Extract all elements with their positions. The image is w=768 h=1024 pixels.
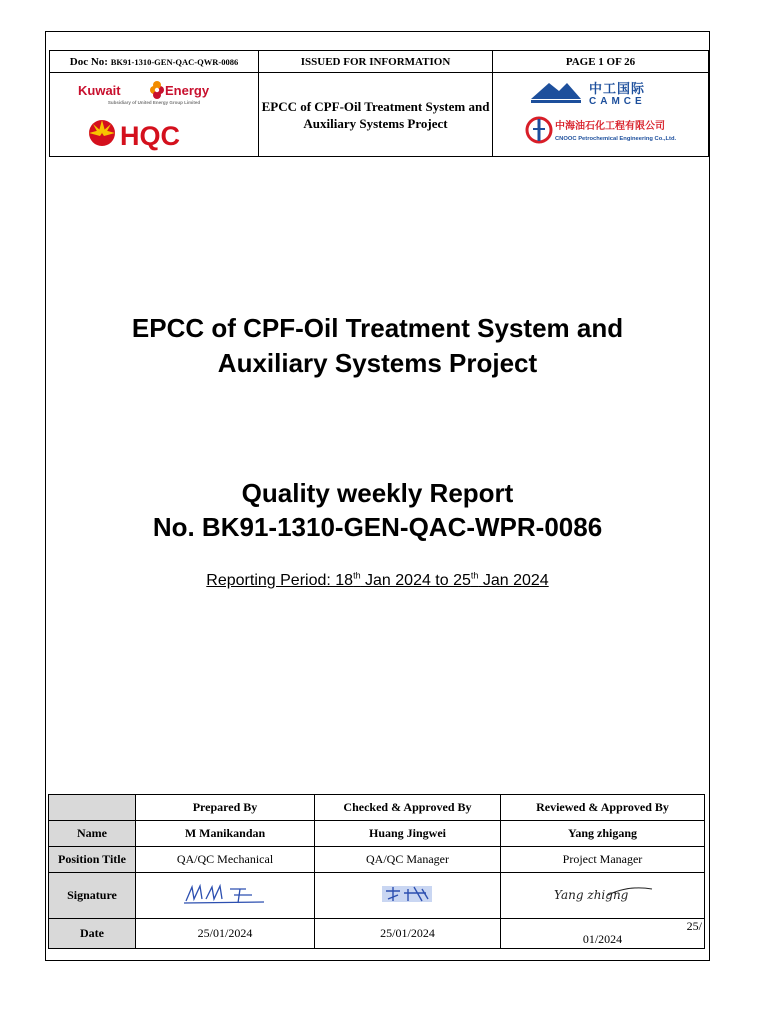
report-title-line-1: Quality weekly Report: [241, 478, 514, 508]
signature-row-label: Signature: [49, 873, 136, 919]
prepared-by-header: Prepared By: [136, 795, 315, 821]
issue-status: ISSUED FOR INFORMATION: [259, 51, 493, 73]
signature-2-image: [378, 881, 438, 907]
checked-by-date: 25/01/2024: [315, 919, 501, 949]
project-title-line-2: Auxiliary Systems Project: [217, 348, 538, 378]
project-title-line-1: EPCC of CPF-Oil Treatment System and: [131, 313, 624, 343]
kuwait-energy-logo-text-1: Kuwait: [78, 83, 121, 98]
doc-number-cell: [50, 51, 259, 73]
approval-corner-cell: [49, 795, 136, 821]
reviewed-by-date-part-1: 25/: [686, 919, 702, 933]
cnooc-chinese-name: 中海油石化工程有限公司: [555, 121, 665, 132]
prepared-by-name: M Manikandan: [136, 821, 315, 847]
signature-3-text: Yang zhigng: [553, 887, 628, 902]
report-number: No. BK91-1310-GEN-QAC-WPR-0086: [152, 512, 603, 542]
camce-chinese-name: 中工国际: [589, 82, 646, 97]
header-table: [49, 50, 709, 157]
doc-number-value: BK91-1310-GEN-QAC-QWR-0086: [110, 56, 239, 67]
reporting-period: [45, 571, 710, 590]
kuwait-energy-logo-text-2: Energy: [165, 83, 210, 98]
checked-by-name: Huang Jingwei: [315, 821, 501, 847]
camce-logo-text: CAMCE: [589, 96, 646, 107]
project-title: [45, 311, 710, 381]
hqc-logo-text: HQC: [120, 121, 180, 151]
header-project-title: EPCC of CPF-Oil Treatment System and Auxiliary Systems Project: [259, 73, 493, 157]
client-logos-cell: [50, 73, 259, 157]
prepared-by-position: QA/QC Mechanical: [136, 847, 315, 873]
camce-mountain-icon: [531, 83, 581, 103]
signature-3-image: [548, 881, 658, 907]
approval-table: [48, 794, 705, 949]
reviewed-by-date: [501, 919, 705, 949]
reporting-period-text: Reporting Period: 18th Jan 2024 to 25th Jan 2024: [206, 571, 549, 590]
doc-number-label: Doc No:: [69, 55, 108, 68]
page-number: PAGE 1 OF 26: [493, 51, 709, 73]
contractor-logos: [493, 73, 709, 156]
report-title: [45, 476, 710, 544]
checked-approved-by-header: Checked & Approved By: [315, 795, 501, 821]
reviewed-by-date-part-2: 01/2024: [582, 932, 623, 946]
checked-by-signature: [315, 873, 501, 919]
hqc-flame-icon: [89, 120, 115, 146]
reviewed-approved-by-header: Reviewed & Approved By: [501, 795, 705, 821]
checked-by-position: QA/QC Manager: [315, 847, 501, 873]
reviewed-by-position: Project Manager: [501, 847, 705, 873]
position-row-label: Position Title: [49, 847, 136, 873]
kuwait-energy-flower-icon: [150, 81, 164, 99]
contractor-logos-cell: [493, 73, 709, 157]
kuwait-energy-subtitle: Subsidiary of United Energy Group Limited: [107, 100, 201, 105]
prepared-by-signature: [136, 873, 315, 919]
reviewed-by-signature: [501, 873, 705, 919]
cnooc-emblem-icon: [527, 118, 551, 142]
name-row-label: Name: [49, 821, 136, 847]
date-row-label: Date: [49, 919, 136, 949]
client-logos: [50, 73, 258, 156]
reviewed-by-name: Yang zhigang: [501, 821, 705, 847]
signature-1-image: [180, 881, 270, 907]
prepared-by-date: 25/01/2024: [136, 919, 315, 949]
cnooc-english-name: CNOOC Petrochemical Engineering Co.,Ltd.: [555, 136, 677, 142]
